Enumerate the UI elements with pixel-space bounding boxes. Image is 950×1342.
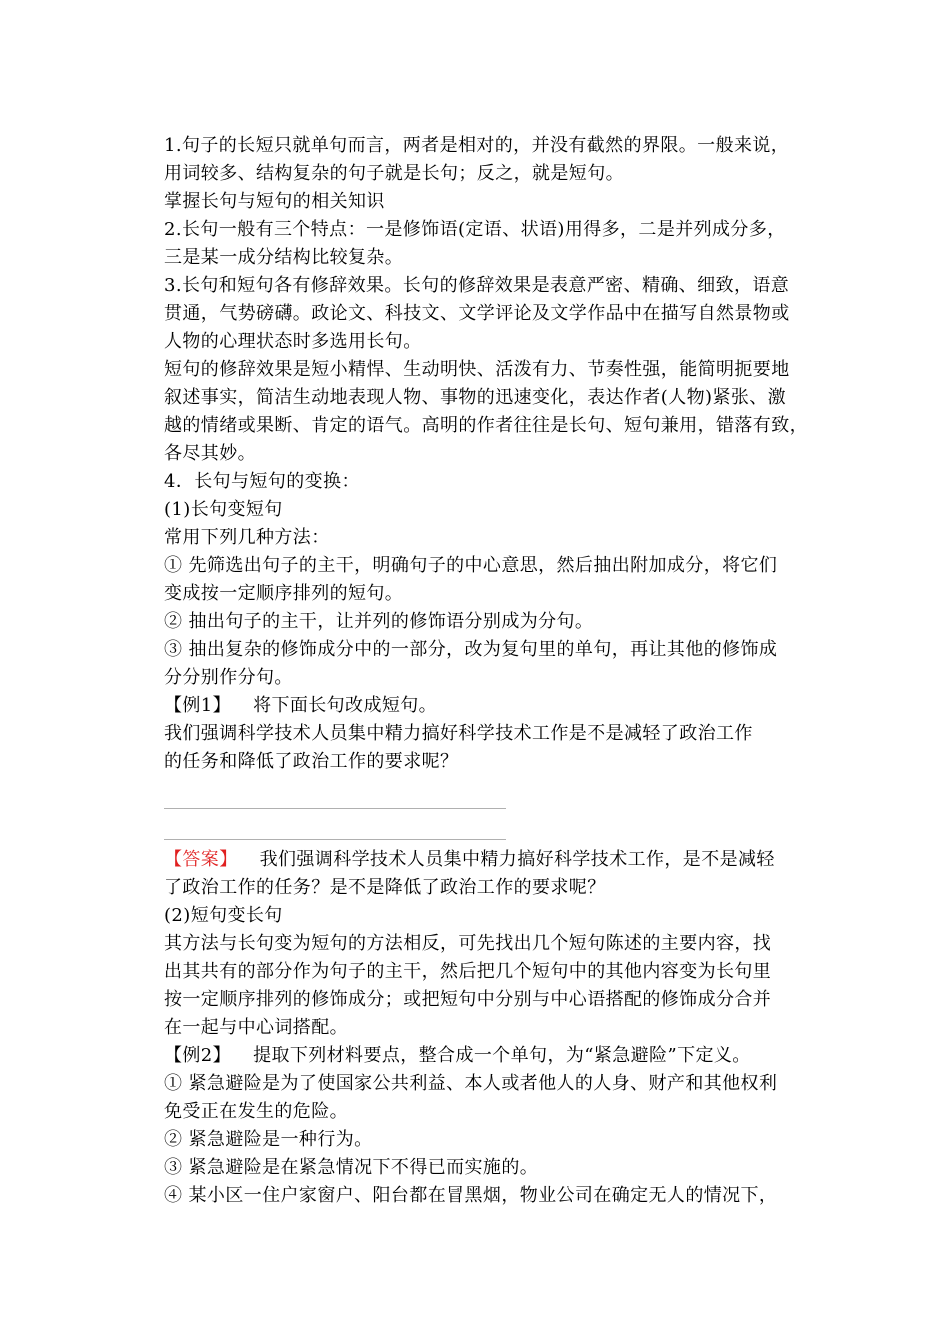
example-1-sentence: 的任务和降低了政治工作的要求呢？ [164,751,459,772]
text-line: 其方法与长句变为短句的方法相反，可先找出几个短句陈述的主要内容，找 [164,933,772,954]
text-line: 叙述事实，简洁生动地表现人物、事物的迅速变化，表达作者(人物)紧张、激 [164,387,787,408]
example-2-heading [164,1042,796,1070]
answer-blank-line [164,776,796,815]
material-item: ③ 紧急避险是在紧急情况下不得已而实施的。 [164,1157,539,1178]
section-heading: 掌握长句与短句的相关知识 [164,191,385,212]
text-line: 2.长句一般有三个特点：一是修饰语(定语、状语)用得多，二是并列成分多， [164,219,786,240]
text-line: 三是某一成分结构比较复杂。 [164,247,404,268]
material-item: ① 紧急避险是为了使国家公共利益、本人或者他人的人身、财产和其他权利 [164,1073,778,1094]
example-1-sentence: 我们强调科学技术人员集中精力搞好科学技术工作是不是减轻了政治工作 [164,723,753,744]
text-line: 在一起与中心词搭配。 [164,1017,348,1038]
text-line: 出其共有的部分作为句子的主干，然后把几个短句中的其他内容变为长句里 [164,961,772,982]
text-line: 用词较多、结构复杂的句子就是长句；反之，就是短句。 [164,163,624,184]
answer-blank-line [164,815,796,846]
subsection-heading: (1)长句变短句 [164,499,283,520]
subsection-heading: (2)短句变长句 [164,905,283,926]
text-line: 1.句子的长短只就单句而言，两者是相对的，并没有截然的界限。一般来说， [164,135,790,156]
text-line: ② 抽出句子的主干，让并列的修饰语分别成为分句。 [164,611,594,632]
text-line: 各尽其妙。 [164,443,256,464]
text-line: 按一定顺序排列的修饰成分；或把短句中分别与中心语搭配的修饰成分合并 [164,989,772,1010]
answer-text: 我们强调科学技术人员集中精力搞好科学技术工作，是不是减轻 [259,849,775,870]
text-line: 短句的修辞效果是短小精悍、生动明快、活泼有力、节奏性强，能简明扼要地 [164,359,790,380]
text-line: 变成按一定顺序排列的短句。 [164,583,404,604]
example-1-heading [164,692,796,720]
text-line: 常用下列几种方法： [164,527,330,548]
text-line: 越的情绪或果断、肯定的语气。高明的作者往往是长句、短句兼用，错落有致， [164,415,808,436]
answer-line [164,846,796,874]
text-line: 3.长句和短句各有修辞效果。长句的修辞效果是表意严密、精确、细致，语意 [164,275,790,296]
text-line: 4．长句与短句的变换： [164,471,360,492]
answer-tag: 【答案】 [164,849,238,870]
example-1-tag: 【例1】 [164,695,232,716]
text-line: 分分别作分句。 [164,667,293,688]
example-1-prompt: 将下面长句改成短句。 [253,695,438,716]
answer-line: 了政治工作的任务？是不是降低了政治工作的要求呢？ [164,877,606,898]
text-line: ③ 抽出复杂的修饰成分中的一部分，改为复句里的单句，再让其他的修饰成 [164,639,778,660]
material-item: 免受正在发生的危险。 [164,1101,348,1122]
document-body [164,132,808,1210]
material-item: ② 紧急避险是一种行为。 [164,1129,373,1150]
material-item: ④ 某小区一住户家窗户、阳台都在冒黑烟，物业公司在确定无人的情况下， [164,1185,778,1206]
example-2-tag: 【例2】 [164,1045,232,1066]
example-2-prompt: 提取下列材料要点，整合成一个单句，为“紧急避险”下定义。 [253,1045,751,1066]
text-line: 人物的心理状态时多选用长句。 [164,331,422,352]
text-line: 贯通，气势磅礴。政论文、科技文、文学评论及文学作品中在描写自然景物或 [164,303,790,324]
text-line: ① 先筛选出句子的主干，明确句子的中心意思，然后抽出附加成分，将它们 [164,555,778,576]
